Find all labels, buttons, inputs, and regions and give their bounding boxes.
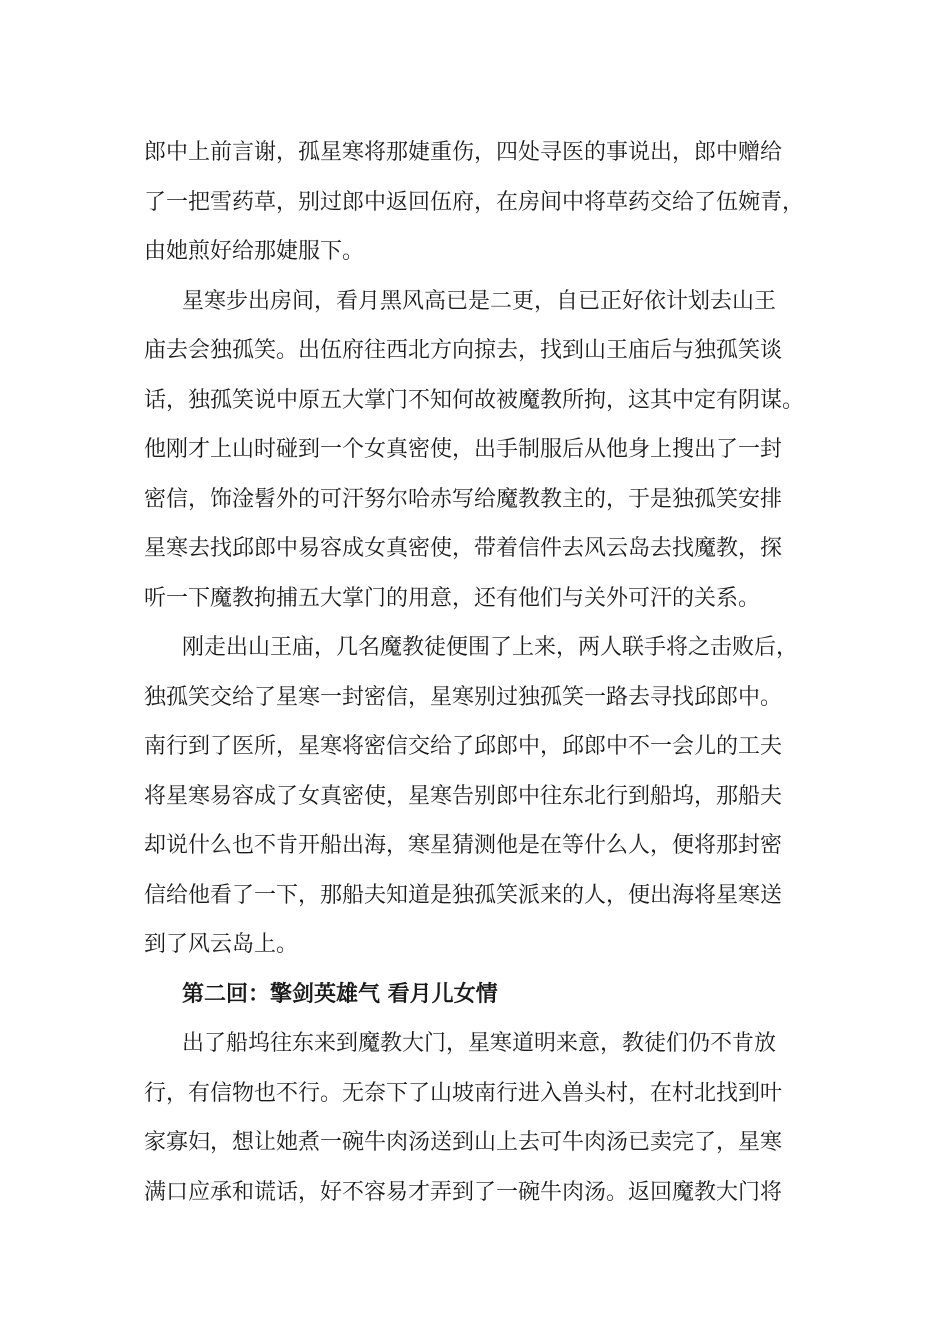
text-line: 刚走出山王庙，几名魔教徒便围了上来，两人联手将之击败后， [182,635,799,660]
text-line: 南行到了医所，星寒将密信交给了邱郎中，邱郎中不一会儿的工夫 [144,734,783,759]
text-line: 却说什么也不肯开船出海，寒星猜测他是在等什么人，便将那封密 [144,833,783,858]
text-line: 话，独孤笑说中原五大掌门不知何故被魔教所拘，这其中定有阴谋。 [144,387,805,413]
text-line: 满口应承和谎话，好不容易才弄到了一碗牛肉汤。返回魔教大门将 [144,1179,783,1205]
text-line: 听一下魔教拘捕五大掌门的用意，还有他们与关外可汗的关系。 [144,585,761,611]
text-line: 到了风云岛上。 [144,932,299,957]
text-line: 信给他看了一下，那船夫知道是独孤笑派来的人，便出海将星寒送 [144,882,783,908]
text-line: 郎中上前言谢，孤星寒将那婕重伤，四处寻医的事说出，郎中赠给 [144,140,783,165]
section-heading: 第二回：擎剑英雄气 看月儿女情 [182,981,498,1007]
text-line: 家寡妇，想让她煮一碗牛肉汤送到山上去可牛肉汤已卖完了，星寒 [144,1130,783,1155]
text-line: 星寒步出房间，看月黑风高已是二更，自已正好依计划去山王 [182,288,777,314]
text-line: 星寒去找邱郎中易容成女真密使，带着信件去风云岛去找魔教，探 [144,536,783,561]
text-line: 庙去会独孤笑。出伍府往西北方向掠去，找到山王庙后与独孤笑谈 [144,338,783,363]
text-line: 独孤笑交给了星寒一封密信，星寒别过独孤笑一路去寻找邱郎中。 [144,684,783,710]
text-line: 了一把雪药草，别过郎中返回伍府，在房间中将草药交给了伍婉青， [144,189,805,215]
document-body [144,128,814,1217]
text-line: 他刚才上山时碰到一个女真密使，出手制服后从他身上搜出了一封 [144,437,783,462]
text-line: 密信，饰淦髫外的可汗努尔哈赤写给魔教教主的，于是独孤笑安排 [144,486,783,512]
text-line: 将星寒易容成了女真密使，星寒告别郎中往东北行到船坞，那船夫 [144,783,783,809]
text-line: 由她煎好给那婕服下。 [144,239,365,264]
text-line: 行，有信物也不行。无奈下了山坡南行进入兽头村，在村北找到叶 [144,1080,783,1106]
text-line: 出了船坞往东来到魔教大门，星寒道明来意，教徒们仍不肯放 [182,1031,777,1056]
